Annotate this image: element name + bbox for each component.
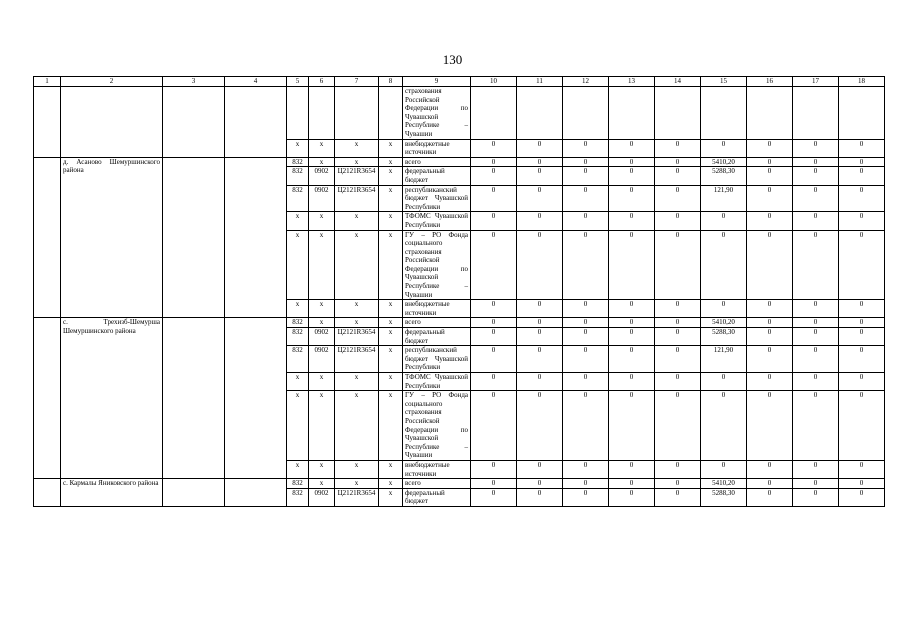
value-cell: 0 [471, 167, 517, 185]
code-cell: 832 [287, 346, 309, 373]
value-cell: 0 [517, 139, 563, 157]
code-cell: x [287, 460, 309, 478]
code-cell: x [335, 300, 379, 318]
value-cell: 0 [701, 300, 747, 318]
value-cell: 0 [747, 139, 793, 157]
value-cell: 0 [747, 318, 793, 328]
code-cell: 0902 [309, 328, 335, 346]
funding-source: всего [403, 479, 471, 489]
value-cell: 0 [701, 212, 747, 230]
locality-name: с. Трехизб-Шемурша Шемуршинского района [61, 318, 163, 479]
funding-source: ГУ – РО Фонда социального страхования Российской Федерации по Чувашской Республике – Чувашии [403, 230, 471, 300]
empty-cell [163, 87, 225, 158]
funding-source: внебюджетные источники [403, 300, 471, 318]
page-number: 130 [442, 52, 463, 67]
funding-source: внебюджетные источники [403, 460, 471, 478]
value-cell: 5410,20 [701, 157, 747, 167]
value-cell: 0 [563, 479, 609, 489]
value-cell: 0 [563, 300, 609, 318]
code-cell: x [379, 318, 403, 328]
value-cell: 0 [471, 139, 517, 157]
value-cell: 0 [655, 391, 701, 461]
value-cell: 0 [563, 230, 609, 300]
code-cell: x [379, 230, 403, 300]
value-cell: 0 [563, 391, 609, 461]
column-header: 13 [609, 77, 655, 87]
value-cell: 0 [609, 167, 655, 185]
value-cell: 0 [655, 488, 701, 506]
value-cell: 0 [563, 167, 609, 185]
empty-cell [163, 318, 225, 479]
code-cell: x [379, 460, 403, 478]
value-cell: 121,90 [701, 346, 747, 373]
code-cell: x [379, 346, 403, 373]
column-header: 9 [403, 77, 471, 87]
value-cell: 0 [747, 460, 793, 478]
value-cell: 0 [839, 460, 885, 478]
funding-source: федеральный бюджет [403, 328, 471, 346]
value-cell: 0 [793, 488, 839, 506]
value-cell: 0 [839, 300, 885, 318]
code-cell: 0902 [309, 167, 335, 185]
table-row [34, 318, 885, 328]
column-header: 11 [517, 77, 563, 87]
value-cell: 0 [747, 300, 793, 318]
column-header: 17 [793, 77, 839, 87]
value-cell: 0 [471, 346, 517, 373]
value-cell: 121,90 [701, 185, 747, 212]
funding-source: страхования Российской Федерации по Чувашской Республике – Чувашии [403, 87, 471, 140]
code-cell: x [379, 488, 403, 506]
code-cell: x [335, 230, 379, 300]
empty-cell [225, 318, 287, 479]
code-cell: x [309, 373, 335, 391]
value-cell: 0 [793, 157, 839, 167]
value-cell: 0 [655, 328, 701, 346]
value-cell: 0 [563, 157, 609, 167]
funding-source: ТФОМС Чувашской Республики [403, 212, 471, 230]
code-cell [335, 87, 379, 140]
code-cell: x [335, 373, 379, 391]
code-cell: x [379, 300, 403, 318]
code-cell: 832 [287, 479, 309, 489]
code-cell: x [379, 185, 403, 212]
locality-name [61, 87, 163, 158]
funding-source: республиканский бюджет Чувашской Республики [403, 346, 471, 373]
column-header: 1 [34, 77, 61, 87]
column-header: 14 [655, 77, 701, 87]
value-cell: 0 [793, 230, 839, 300]
code-cell: x [379, 167, 403, 185]
value-cell [471, 87, 517, 140]
value-cell: 0 [609, 488, 655, 506]
value-cell: 0 [517, 300, 563, 318]
code-cell: x [287, 300, 309, 318]
code-cell: x [309, 391, 335, 461]
code-cell: x [379, 212, 403, 230]
code-cell: x [335, 139, 379, 157]
value-cell: 0 [793, 373, 839, 391]
value-cell: 0 [839, 157, 885, 167]
value-cell: 0 [563, 318, 609, 328]
value-cell: 0 [839, 318, 885, 328]
value-cell: 0 [609, 318, 655, 328]
value-cell: 0 [839, 185, 885, 212]
column-header: 5 [287, 77, 309, 87]
value-cell: 0 [471, 230, 517, 300]
code-cell: 0902 [309, 346, 335, 373]
code-cell: Ц2121R3654 [335, 346, 379, 373]
value-cell: 0 [701, 373, 747, 391]
value-cell: 0 [655, 318, 701, 328]
value-cell: 0 [563, 139, 609, 157]
value-cell: 5288,30 [701, 167, 747, 185]
column-header: 18 [839, 77, 885, 87]
funding-source: республиканский бюджет Чувашской Республики [403, 185, 471, 212]
locality-name: с. Кармалы Яниковского района [61, 479, 163, 507]
code-cell: 832 [287, 328, 309, 346]
value-cell: 0 [609, 346, 655, 373]
code-cell: x [287, 373, 309, 391]
code-cell: 832 [287, 157, 309, 167]
column-header: 3 [163, 77, 225, 87]
value-cell: 0 [747, 373, 793, 391]
value-cell: 0 [701, 460, 747, 478]
value-cell: 0 [839, 167, 885, 185]
table-row [34, 157, 885, 167]
value-cell: 0 [747, 479, 793, 489]
value-cell: 0 [747, 230, 793, 300]
funding-source: федеральный бюджет [403, 488, 471, 506]
value-cell: 0 [471, 479, 517, 489]
code-cell: x [379, 479, 403, 489]
value-cell [747, 87, 793, 140]
value-cell: 0 [517, 230, 563, 300]
value-cell: 0 [563, 488, 609, 506]
value-cell: 5410,20 [701, 318, 747, 328]
value-cell: 0 [793, 460, 839, 478]
code-cell: Ц2121R3654 [335, 167, 379, 185]
column-header: 16 [747, 77, 793, 87]
code-cell: x [287, 391, 309, 461]
value-cell: 0 [793, 391, 839, 461]
value-cell: 0 [471, 300, 517, 318]
value-cell: 0 [655, 300, 701, 318]
value-cell: 0 [517, 460, 563, 478]
value-cell: 0 [793, 318, 839, 328]
value-cell: 0 [517, 185, 563, 212]
code-cell: Ц2121R3654 [335, 328, 379, 346]
value-cell: 0 [747, 167, 793, 185]
value-cell: 0 [471, 373, 517, 391]
value-cell [701, 87, 747, 140]
value-cell: 0 [517, 157, 563, 167]
value-cell: 0 [747, 328, 793, 346]
value-cell [609, 87, 655, 140]
value-cell: 0 [563, 346, 609, 373]
empty-cell [225, 479, 287, 507]
code-cell: x [309, 212, 335, 230]
code-cell: x [309, 479, 335, 489]
value-cell: 0 [609, 391, 655, 461]
value-cell [839, 87, 885, 140]
code-cell: x [309, 318, 335, 328]
locality-name: д. Асаново Шемуршинского района [61, 157, 163, 318]
value-cell: 0 [747, 185, 793, 212]
code-cell: 0902 [309, 185, 335, 212]
value-cell: 0 [655, 479, 701, 489]
value-cell: 0 [517, 318, 563, 328]
funding-source: федеральный бюджет [403, 167, 471, 185]
code-cell: 832 [287, 488, 309, 506]
value-cell: 0 [839, 328, 885, 346]
code-cell: 0902 [309, 488, 335, 506]
funding-source: всего [403, 318, 471, 328]
value-cell: 0 [517, 391, 563, 461]
value-cell: 0 [517, 328, 563, 346]
empty-cell [34, 87, 61, 158]
value-cell: 0 [471, 391, 517, 461]
empty-cell [163, 479, 225, 507]
value-cell: 0 [517, 488, 563, 506]
value-cell: 0 [471, 460, 517, 478]
value-cell: 0 [655, 185, 701, 212]
value-cell: 0 [701, 139, 747, 157]
value-cell: 0 [563, 328, 609, 346]
code-cell: x [309, 139, 335, 157]
value-cell [563, 87, 609, 140]
value-cell: 0 [839, 230, 885, 300]
column-header: 12 [563, 77, 609, 87]
value-cell: 0 [839, 139, 885, 157]
code-cell: x [335, 318, 379, 328]
value-cell: 0 [471, 318, 517, 328]
code-cell: 832 [287, 185, 309, 212]
value-cell: 0 [747, 157, 793, 167]
value-cell: 0 [609, 212, 655, 230]
code-cell: x [287, 230, 309, 300]
value-cell: 0 [609, 139, 655, 157]
code-cell: x [287, 212, 309, 230]
value-cell: 0 [793, 185, 839, 212]
value-cell: 0 [793, 328, 839, 346]
value-cell: 0 [563, 185, 609, 212]
value-cell: 0 [655, 167, 701, 185]
code-cell: x [309, 300, 335, 318]
funding-source: ГУ – РО Фонда социального страхования Российской Федерации по Чувашской Республике – Чувашии [403, 391, 471, 461]
value-cell: 0 [609, 300, 655, 318]
code-cell: x [379, 391, 403, 461]
value-cell [655, 87, 701, 140]
value-cell: 0 [471, 185, 517, 212]
column-header: 6 [309, 77, 335, 87]
value-cell: 0 [793, 212, 839, 230]
value-cell: 0 [655, 157, 701, 167]
value-cell: 0 [609, 185, 655, 212]
value-cell: 0 [701, 230, 747, 300]
value-cell: 0 [517, 479, 563, 489]
code-cell: x [335, 479, 379, 489]
empty-cell [34, 479, 61, 507]
column-header: 7 [335, 77, 379, 87]
value-cell: 0 [517, 212, 563, 230]
value-cell: 0 [793, 167, 839, 185]
value-cell: 0 [563, 373, 609, 391]
value-cell [793, 87, 839, 140]
empty-cell [225, 157, 287, 318]
code-cell: x [287, 139, 309, 157]
value-cell: 0 [609, 157, 655, 167]
column-header: 15 [701, 77, 747, 87]
funding-source: всего [403, 157, 471, 167]
budget-table [33, 76, 885, 507]
value-cell: 0 [839, 212, 885, 230]
code-cell [287, 87, 309, 140]
empty-cell [34, 157, 61, 318]
code-cell: x [335, 212, 379, 230]
funding-source: ТФОМС Чувашской Республики [403, 373, 471, 391]
value-cell: 0 [747, 346, 793, 373]
value-cell: 0 [609, 479, 655, 489]
value-cell: 0 [793, 346, 839, 373]
code-cell: 832 [287, 318, 309, 328]
value-cell: 0 [839, 391, 885, 461]
value-cell: 0 [655, 460, 701, 478]
value-cell: 0 [471, 328, 517, 346]
value-cell: 5288,30 [701, 488, 747, 506]
value-cell: 0 [517, 346, 563, 373]
code-cell: x [335, 460, 379, 478]
table-row [34, 87, 885, 140]
value-cell: 5288,30 [701, 328, 747, 346]
code-cell [309, 87, 335, 140]
value-cell: 0 [655, 373, 701, 391]
code-cell: x [309, 230, 335, 300]
value-cell: 0 [563, 460, 609, 478]
code-cell: x [379, 139, 403, 157]
value-cell: 0 [471, 212, 517, 230]
value-cell: 0 [655, 139, 701, 157]
value-cell: 0 [839, 479, 885, 489]
empty-cell [163, 157, 225, 318]
value-cell: 0 [793, 139, 839, 157]
value-cell: 0 [471, 488, 517, 506]
column-header: 10 [471, 77, 517, 87]
code-cell: x [335, 157, 379, 167]
value-cell: 0 [517, 167, 563, 185]
code-cell: Ц2121R3654 [335, 488, 379, 506]
value-cell: 0 [609, 373, 655, 391]
value-cell: 0 [839, 488, 885, 506]
value-cell: 0 [701, 391, 747, 461]
code-cell: x [379, 157, 403, 167]
value-cell: 0 [563, 212, 609, 230]
header-row [34, 77, 885, 87]
value-cell: 0 [747, 488, 793, 506]
value-cell: 0 [609, 230, 655, 300]
value-cell: 0 [747, 212, 793, 230]
value-cell: 0 [609, 328, 655, 346]
value-cell: 0 [839, 373, 885, 391]
code-cell: x [379, 373, 403, 391]
column-header: 8 [379, 77, 403, 87]
value-cell: 0 [793, 300, 839, 318]
value-cell: 0 [747, 391, 793, 461]
code-cell [379, 87, 403, 140]
code-cell: Ц2121R3654 [335, 185, 379, 212]
code-cell: x [309, 460, 335, 478]
code-cell: 832 [287, 167, 309, 185]
code-cell: x [379, 328, 403, 346]
empty-cell [225, 87, 287, 158]
value-cell: 0 [655, 346, 701, 373]
value-cell: 0 [655, 230, 701, 300]
funding-source: внебюджетные источники [403, 139, 471, 157]
value-cell: 0 [793, 479, 839, 489]
value-cell: 0 [517, 373, 563, 391]
column-header: 2 [61, 77, 163, 87]
code-cell: x [335, 391, 379, 461]
table-row [34, 479, 885, 489]
code-cell: x [309, 157, 335, 167]
value-cell: 0 [655, 212, 701, 230]
value-cell: 5410,20 [701, 479, 747, 489]
value-cell [517, 87, 563, 140]
column-header: 4 [225, 77, 287, 87]
value-cell: 0 [609, 460, 655, 478]
empty-cell [34, 318, 61, 479]
value-cell: 0 [839, 346, 885, 373]
value-cell: 0 [471, 157, 517, 167]
